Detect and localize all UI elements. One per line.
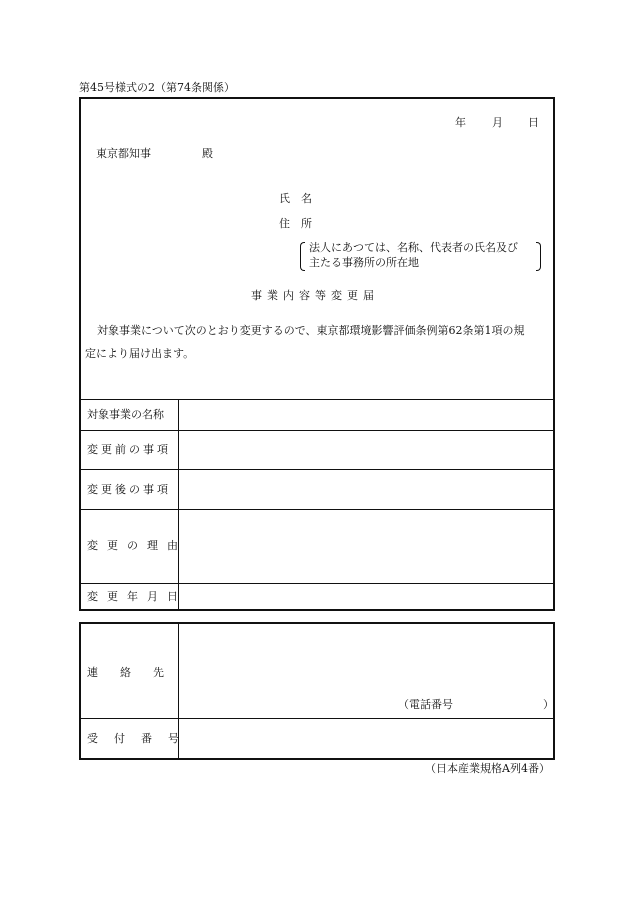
contact-field[interactable] <box>180 624 553 718</box>
contact-table <box>79 622 555 760</box>
paper-size-note: （日本産業規格A列4番） <box>425 762 550 775</box>
receipt-number-field[interactable] <box>180 719 553 758</box>
after-change-field[interactable] <box>180 470 553 509</box>
applicant-address-label: 住 所 <box>279 217 312 230</box>
reason-field[interactable] <box>180 510 553 583</box>
form-number: 第45号様式の2（第74条関係） <box>79 81 235 94</box>
row-label-after-change: 変更後の事項 <box>87 483 171 496</box>
note-bracket-left <box>300 242 305 271</box>
document-title: 事業内容等変更届 <box>251 289 379 302</box>
row-label-reason: 変更の理由 <box>87 539 187 552</box>
change-date-field[interactable] <box>180 584 553 609</box>
note-bracket-right <box>536 242 541 271</box>
corporate-note-line2: 主たる事務所の所在地 <box>309 256 419 269</box>
body-text-line2: 定により届け出ます。 <box>85 347 195 360</box>
honorific: 殿 <box>202 147 213 160</box>
phone-number-close: ） <box>543 698 554 711</box>
phone-number-label: （電話番号 <box>398 698 453 711</box>
project-name-field[interactable] <box>180 400 553 430</box>
contact-label: 連絡先 <box>87 666 186 679</box>
corporate-note-line1: 法人にあつては、名称、代表者の氏名及び <box>309 241 518 254</box>
receipt-number-label: 受付番号 <box>87 732 195 745</box>
before-change-field[interactable] <box>180 431 553 469</box>
date-year-label: 年 <box>455 116 466 129</box>
addressee: 東京都知事 <box>96 147 151 160</box>
body-text-line1: 対象事業について次のとおり変更するので、東京都環境影響評価条例第62条第1項の規 <box>97 324 525 337</box>
row-label-project-name: 対象事業の名称 <box>87 408 164 421</box>
row-label-before-change: 変更前の事項 <box>87 443 171 456</box>
notification-form <box>79 97 555 611</box>
row-label-change-date: 変更年月日 <box>87 590 187 603</box>
applicant-name-label: 氏 名 <box>279 192 312 205</box>
date-day-label: 日 <box>528 116 539 129</box>
date-month-label: 月 <box>492 116 503 129</box>
